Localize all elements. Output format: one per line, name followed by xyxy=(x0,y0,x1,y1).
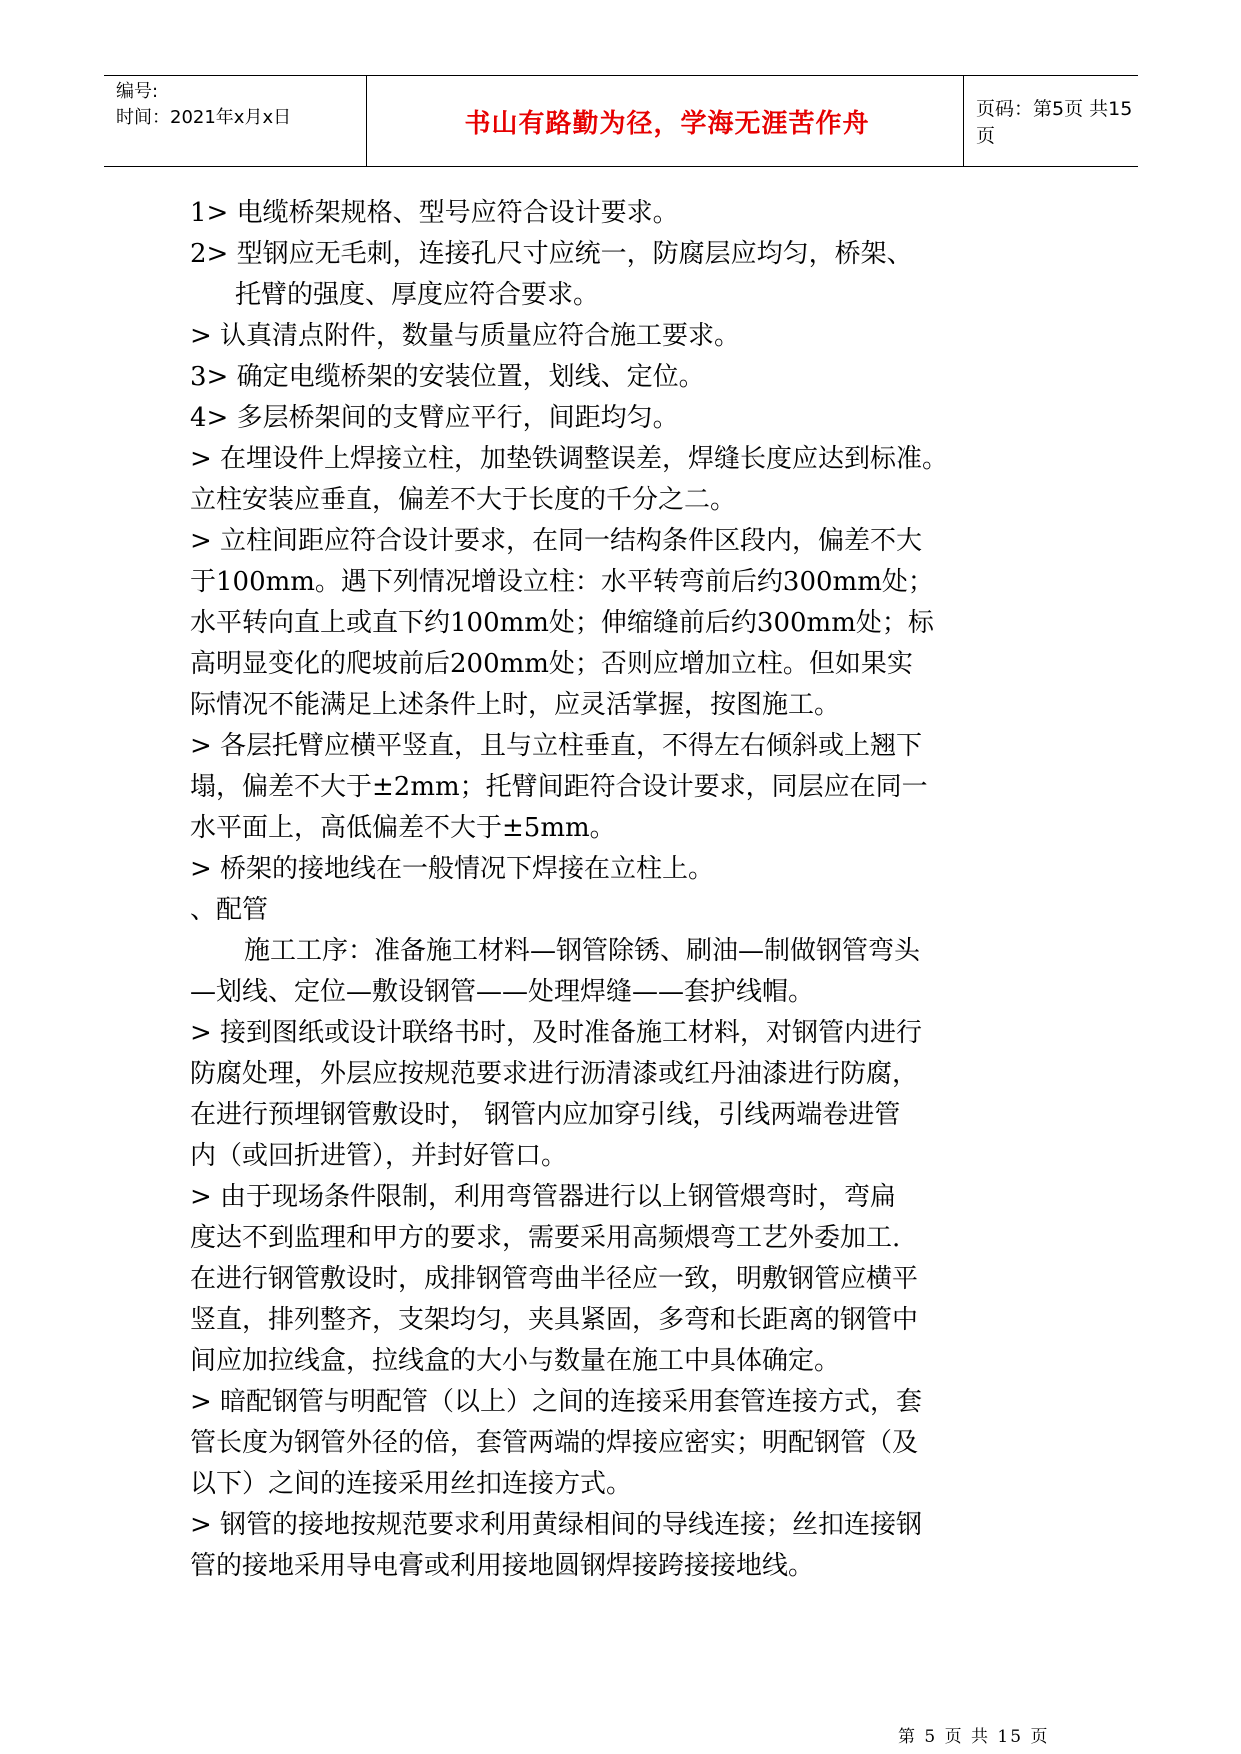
body-line: —划线、定位—敷设钢管——处理焊缝——套护线帽。 xyxy=(190,977,815,1007)
body-line: 3> 确定电缆桥架的安装位置，划线、定位。 xyxy=(190,362,705,392)
body-line: 4> 多层桥架间的支臂应平行，间距均匀。 xyxy=(190,403,679,433)
body-line: 2> 型钢应无毛刺，连接孔尺寸应统一，防腐层应均匀，桥架、 xyxy=(190,239,913,269)
body-line: 际情况不能满足上述条件上时，应灵活掌握，按图施工。 xyxy=(190,690,841,720)
body-line: 立柱安装应垂直，偏差不大于长度的千分之二。 xyxy=(190,485,737,515)
body-line: > 认真清点附件，数量与质量应符合施工要求。 xyxy=(190,321,741,351)
header-divider-left xyxy=(366,75,367,167)
body-line: 托臂的强度、厚度应符合要求。 xyxy=(235,280,600,310)
page-footer-number: 第 5 页 共 15 页 xyxy=(898,1727,1050,1747)
body-line: 防腐处理，外层应按规范要求进行沥清漆或红丹油漆进行防腐， xyxy=(190,1059,919,1089)
header-meta xyxy=(116,79,366,131)
body-line: > 立柱间距应符合设计要求，在同一结构条件区段内，偏差不大 xyxy=(190,526,923,556)
body-line: 塌，偏差不大于±2mm；托臂间距符合设计要求，同层应在同一 xyxy=(190,772,928,802)
body-line: 在进行钢管敷设时，成排钢管弯曲半径应一致，明敷钢管应横平 xyxy=(190,1264,919,1294)
header-time-label: 时间：2021年x月x日 xyxy=(116,107,292,128)
body-line: 水平转向直上或直下约100mm处；伸缩缝前后约300mm处；标 xyxy=(190,608,934,638)
body-line: 内（或回折进管），并封好管口。 xyxy=(190,1141,568,1171)
body-line: 度达不到监理和甲方的要求，需要采用高频煨弯工艺外委加工. xyxy=(190,1223,901,1253)
body-line: 在进行预埋钢管敷设时， 钢管内应加穿引线，引线两端卷进管 xyxy=(190,1100,901,1130)
document-body xyxy=(190,193,1060,1587)
body-line: 施工工序：准备施工材料—钢管除锈、刷油—制做钢管弯头 xyxy=(244,936,921,966)
body-line: 竖直，排列整齐，支架均匀，夹具紧固，多弯和长距离的钢管中 xyxy=(190,1305,919,1335)
body-line: 水平面上，高低偏差不大于±5mm。 xyxy=(190,813,616,843)
header-slogan: 书山有路勤为径，学海无涯苦作舟 xyxy=(464,108,870,139)
body-line: 间应加拉线盒，拉线盒的大小与数量在施工中具体确定。 xyxy=(190,1346,841,1376)
body-line: 1> 电缆桥架规格、型号应符合设计要求。 xyxy=(190,198,679,228)
header-number-label: 编号: xyxy=(116,81,159,102)
body-line: 管长度为钢管外径的倍，套管两端的焊接应密实；明配钢管（及 xyxy=(190,1428,919,1458)
body-line: 于100mm。遇下列情况增设立柱：水平转弯前后约300mm处； xyxy=(190,567,934,597)
section-heading: 、配管 xyxy=(190,895,269,925)
body-line: > 接到图纸或设计联络书时，及时准备施工材料，对钢管内进行 xyxy=(190,1018,923,1048)
body-line: 以下）之间的连接采用丝扣连接方式。 xyxy=(190,1469,633,1499)
body-line: > 桥架的接地线在一般情况下焊接在立柱上。 xyxy=(190,854,715,884)
body-line: > 各层托臂应横平竖直，且与立柱垂直，不得左右倾斜或上翘下 xyxy=(190,731,923,761)
body-line: > 暗配钢管与明配管（以上）之间的连接采用套管连接方式，套 xyxy=(190,1387,923,1417)
page-header xyxy=(104,75,1138,167)
header-divider-right xyxy=(963,75,964,167)
body-line: > 由于现场条件限制，利用弯管器进行以上钢管煨弯时，弯扁 xyxy=(190,1182,897,1212)
body-line: > 在埋设件上焊接立柱，加垫铁调整误差，焊缝长度应达到标准。 xyxy=(190,444,949,474)
body-line: 高明显变化的爬坡前后200mm处；否则应增加立柱。但如果实 xyxy=(190,649,913,679)
body-line: 管的接地采用导电膏或利用接地圆钢焊接跨接接地线。 xyxy=(190,1551,815,1581)
header-page-info: 页码：第5页 共15页 xyxy=(976,98,1133,147)
body-line: > 钢管的接地按规范要求利用黄绿相间的导线连接；丝扣连接钢 xyxy=(190,1510,923,1540)
